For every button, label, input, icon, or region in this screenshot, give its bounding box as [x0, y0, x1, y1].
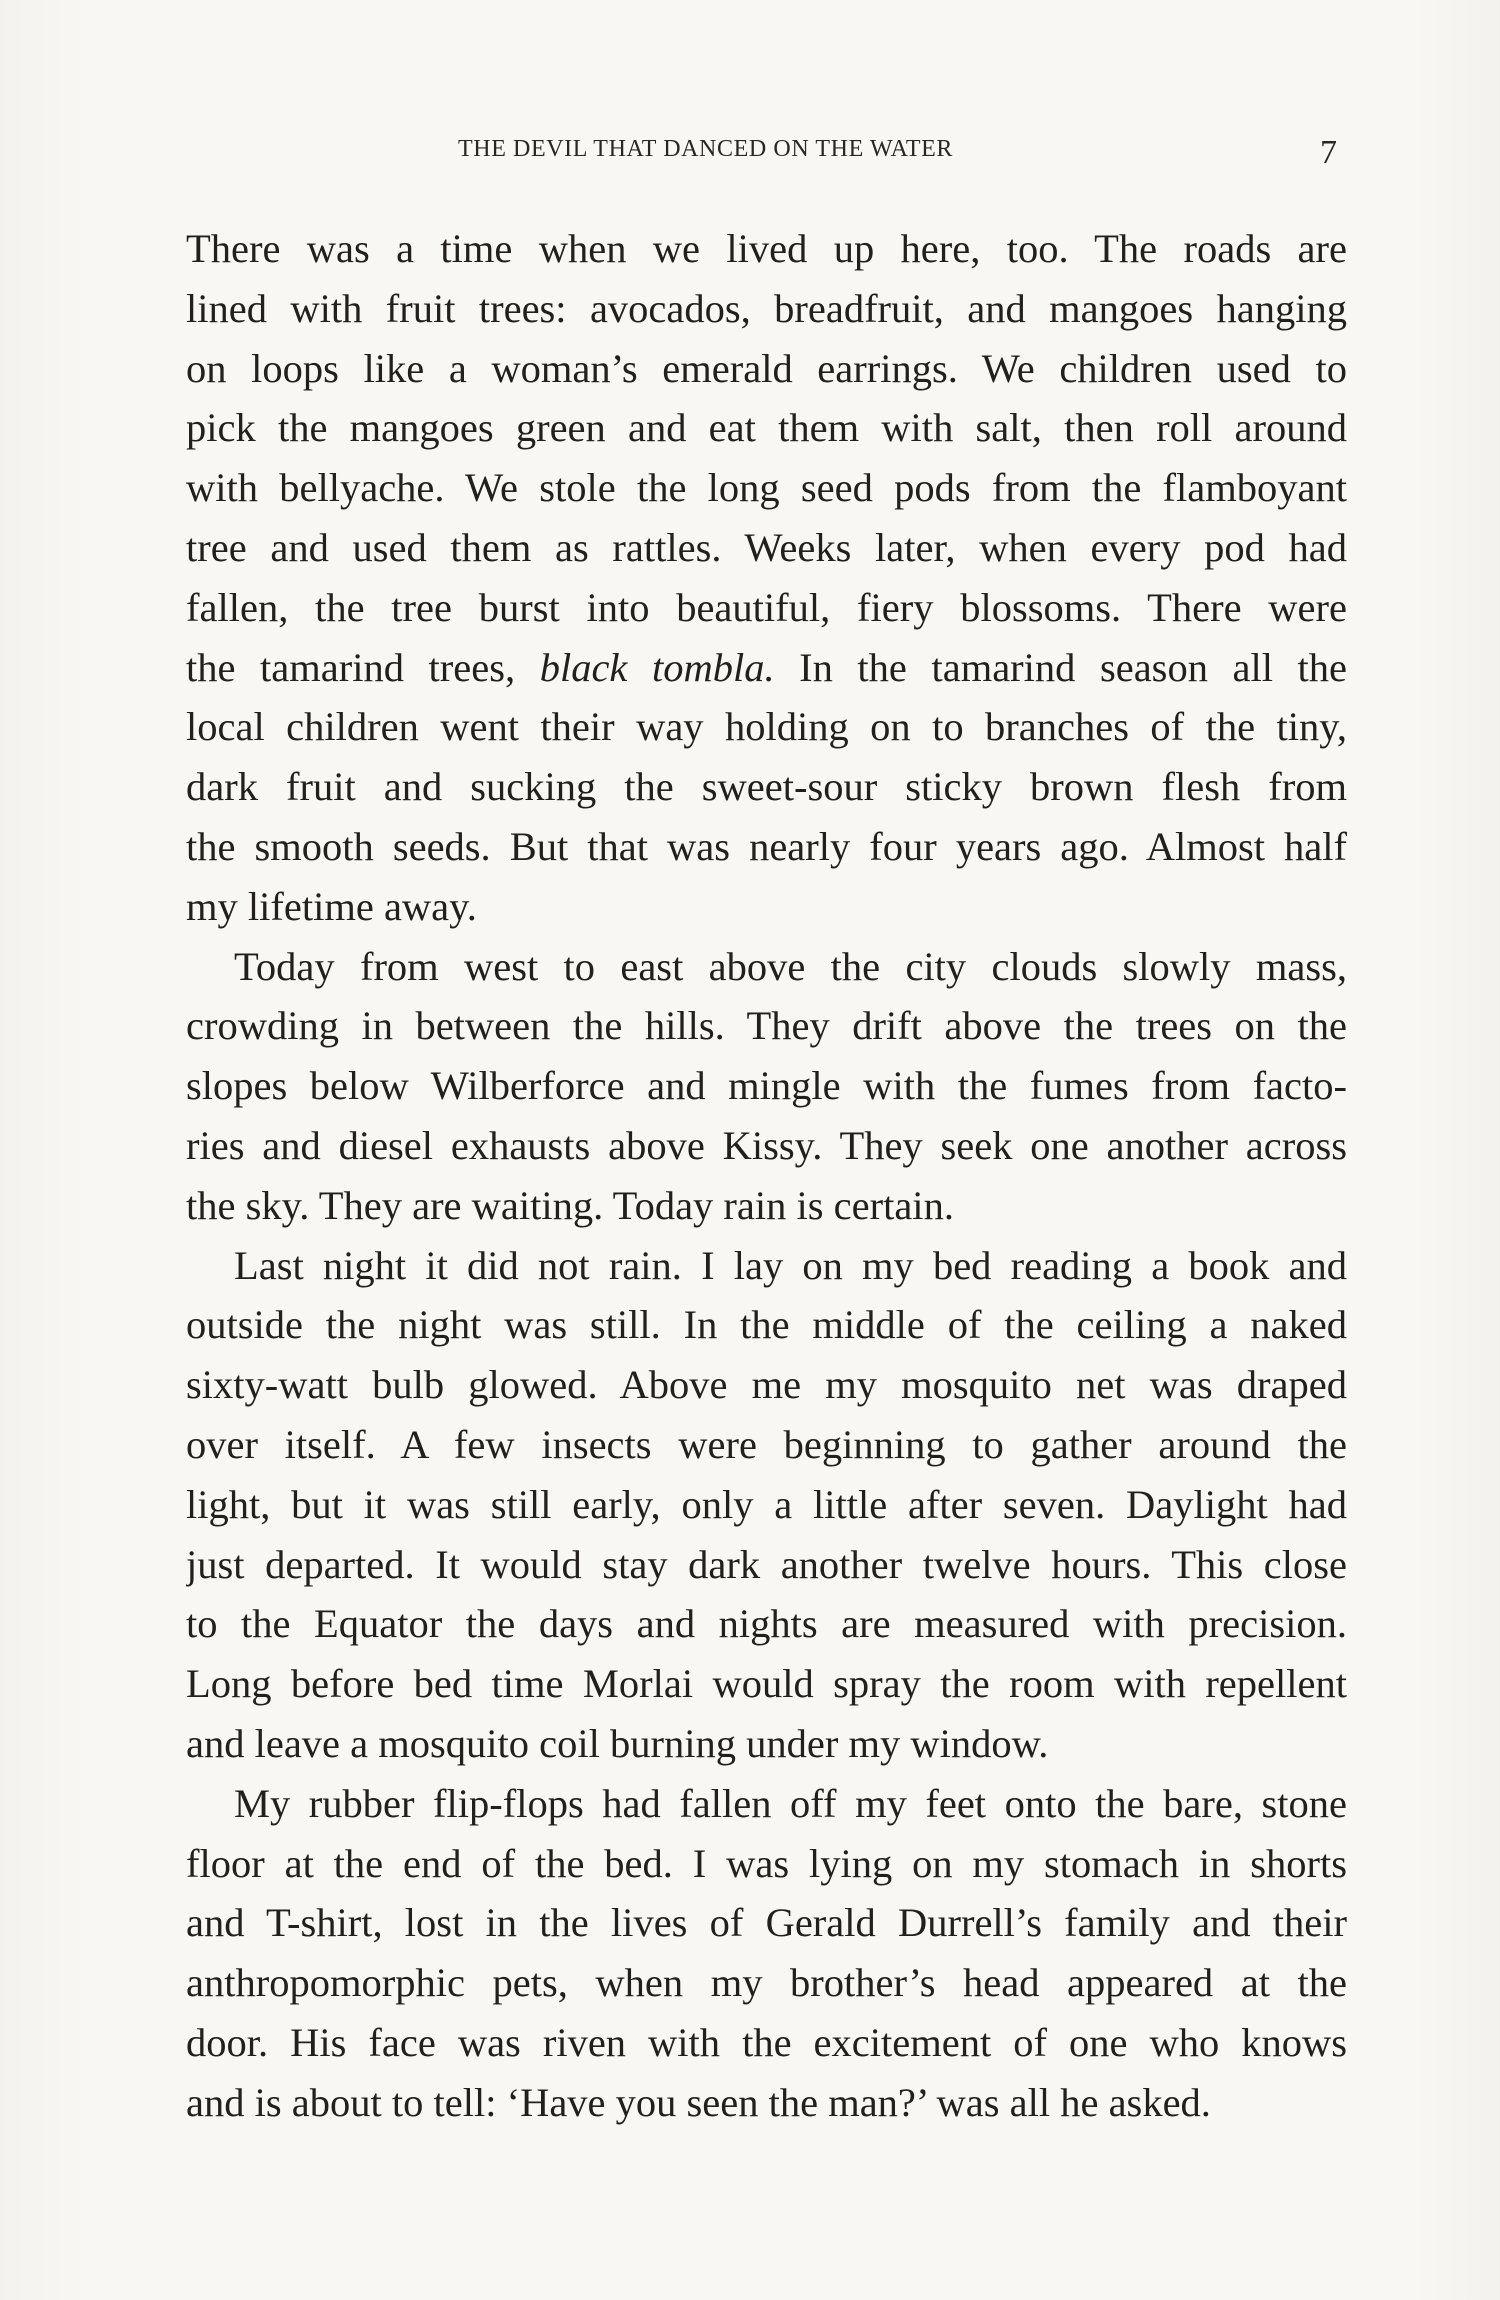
running-head: [0, 136, 1500, 176]
text-line: lined with fruit trees: avocados, breadfruit, and mangoes hanging: [186, 285, 1347, 331]
text-line: pick the mangoes green and eat them with salt, then roll around: [186, 405, 1347, 451]
text-segment: In the tamarind season all the: [799, 644, 1347, 690]
running-title: THE DEVIL THAT DANCED ON THE WATER: [458, 136, 954, 162]
text-segment: the tamarind trees,: [186, 644, 516, 690]
text-line: anthropomorphic pets, when my brother’s head appeared at the: [186, 1960, 1347, 2006]
italic-phrase: black tombla.: [539, 644, 775, 690]
text-line: the smooth seeds. But that was nearly four years ago. Almost half: [186, 823, 1347, 869]
text-line: over itself. A few insects were beginning to gather around the: [186, 1421, 1347, 1467]
text-line: and T-shirt, lost in the lives of Gerald Durrell’s family and their: [186, 1900, 1347, 1946]
text-line: slopes below Wilberforce and mingle with the fumes from facto-: [186, 1063, 1347, 1109]
text-line: the sky. They are waiting. Today rain is certain.: [186, 1182, 954, 1228]
text-line: floor at the end of the bed. I was lying on my stomach in shorts: [186, 1840, 1347, 1886]
text-line: just departed. It would stay dark another twelve hours. This close: [186, 1541, 1347, 1587]
text-line: crowding in between the hills. They drift above the trees on the: [186, 1003, 1347, 1049]
text-line: ries and diesel exhausts above Kissy. They seek one another across: [186, 1122, 1347, 1168]
paragraph-first-line: Today from west to east above the city clouds slowly mass,: [234, 943, 1347, 989]
text-line: local children went their way holding on to branches of the tiny,: [186, 704, 1347, 750]
body-text: [186, 219, 1347, 2133]
text-line: There was a time when we lived up here, too. The roads are: [186, 226, 1347, 271]
text-line: outside the night was still. In the middle of the ceiling a naked: [186, 1302, 1347, 1348]
text-line: light, but it was still early, only a little after seven. Daylight had: [186, 1481, 1347, 1527]
text-line: sixty-watt bulb glowed. Above me my mosquito net was draped: [186, 1362, 1347, 1408]
text-line: Long before bed time Morlai would spray the room with repellent: [186, 1661, 1347, 1707]
text-line: and is about to tell: ‘Have you seen the man?’ was all he asked.: [186, 2079, 1211, 2125]
text-line: with bellyache. We stole the long seed pods from the flamboyant: [186, 465, 1347, 511]
text-line-with-italic: [186, 638, 1347, 698]
page-number: 7: [1320, 134, 1338, 171]
text-line: my lifetime away.: [186, 883, 477, 929]
paragraph-first-line: Last night it did not rain. I lay on my bed reading a book and: [234, 1242, 1347, 1288]
paragraph-first-line: My rubber flip-flops had fallen off my feet onto the bare, stone: [234, 1780, 1347, 1826]
text-line: and leave a mosquito coil burning under my window.: [186, 1720, 1049, 1766]
text-line: fallen, the tree burst into beautiful, fiery blossoms. There were: [186, 584, 1347, 630]
text-line: tree and used them as rattles. Weeks later, when every pod had: [186, 524, 1347, 570]
text-line: door. His face was riven with the excitement of one who knows: [186, 2019, 1347, 2065]
text-line: on loops like a woman’s emerald earrings. We children used to: [186, 345, 1347, 391]
text-line: dark fruit and sucking the sweet-sour sticky brown flesh from: [186, 764, 1347, 810]
text-line: to the Equator the days and nights are measured with precision.: [186, 1601, 1347, 1647]
